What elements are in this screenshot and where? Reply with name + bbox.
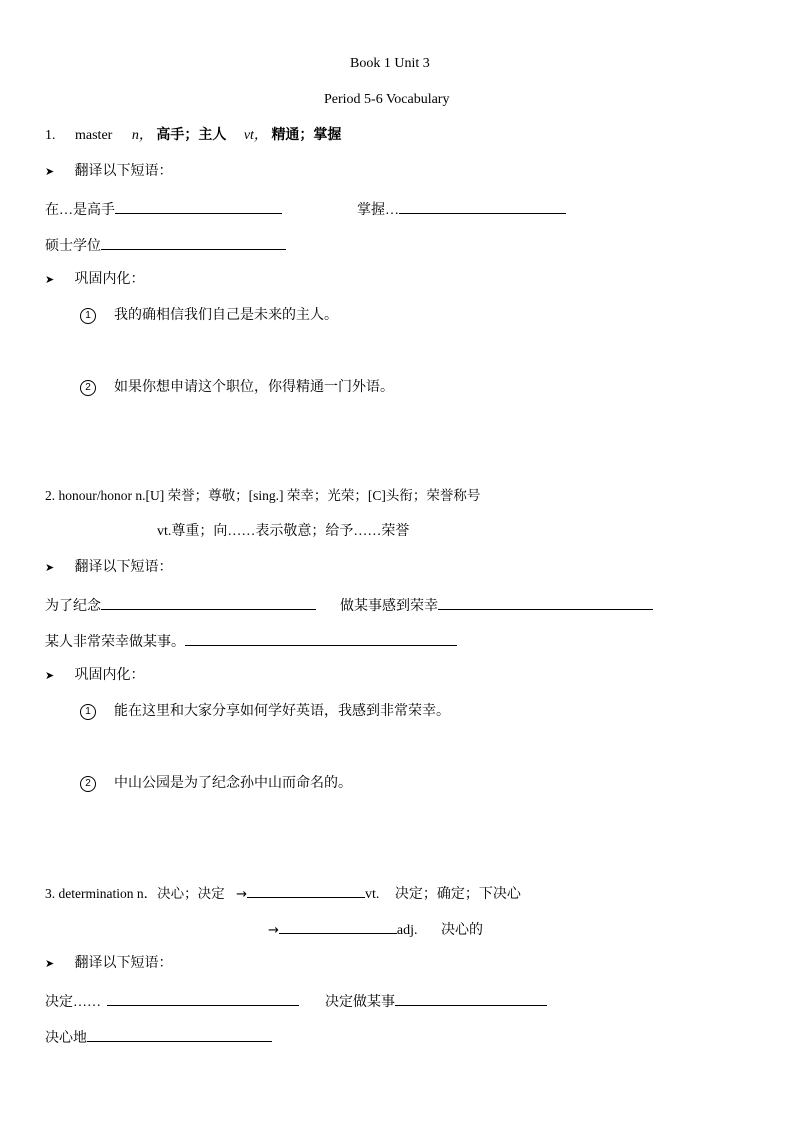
item2-phrase-a: [45, 595, 316, 616]
item3-translate-heading: [45, 955, 173, 973]
circled-number-icon: 2: [80, 380, 96, 396]
right-arrowhead-icon: ➤: [45, 273, 55, 286]
item2-consolidate-heading: [45, 667, 145, 685]
item1-phrase-b: [357, 199, 566, 220]
item2-phrase-c-label: 某人非常荣幸做某事。: [45, 635, 185, 650]
item2-sentence-1-text: 能在这里和大家分享如何学好英语，我感到非常荣幸。: [114, 704, 450, 719]
item1-phrase-a: [45, 199, 282, 220]
item3-arrow-2: →: [268, 923, 279, 938]
item1-consolidate-label: 巩固内化：: [74, 272, 145, 287]
item1-sentence-2-text: 如果你想申请这个职位，你得精通一门外语。: [114, 380, 394, 395]
right-arrowhead-icon: ➤: [45, 669, 55, 682]
answer-blank[interactable]: [101, 595, 316, 610]
item1-translate-heading: [45, 163, 173, 181]
item1-number: 1.: [45, 128, 56, 143]
item2-sentence-1: [80, 703, 450, 721]
item1-sentence-2: [80, 379, 394, 397]
item1-pos-n: n，: [131, 128, 153, 143]
item2-entry-line1: 2. honour/honor n.[U] 荣誉；尊敬；[sing.] 荣幸；光荣；[C]头衔；荣誉称号: [45, 488, 481, 503]
item3-head: 3. determination n．决心；决定: [45, 886, 225, 901]
item3-arrow-1: →: [236, 887, 248, 902]
item3-phrase-a: [45, 991, 299, 1012]
right-arrowhead-icon: ➤: [45, 561, 55, 574]
item2-sentence-2-text: 中山公园是为了纪念孙中山而命名的。: [114, 776, 352, 791]
item2-phrase-c: [45, 631, 457, 652]
item1-phrase-c: [45, 235, 286, 256]
answer-blank[interactable]: [107, 991, 299, 1006]
item2-phrase-a-label: 为了纪念: [45, 599, 101, 614]
item1-phrase-c-label: 硕士学位: [45, 239, 101, 254]
page-subtitle: Period 5-6 Vocabulary: [324, 92, 450, 107]
circled-number-icon: 1: [80, 308, 96, 324]
item3-vt-def: 决定；确定；下决心: [394, 887, 521, 902]
item1-phrase-b-label: 掌握…: [357, 203, 399, 218]
answer-blank[interactable]: [399, 199, 566, 214]
item1-translate-label: 翻译以下短语：: [74, 164, 173, 179]
item1-pos-vt: vt，: [243, 128, 268, 143]
item3-adj-label: adj.: [396, 923, 418, 938]
right-arrowhead-icon: ➤: [45, 165, 55, 178]
circled-number-icon: 1: [80, 704, 96, 720]
item3-phrase-c-label: 决心地: [45, 1031, 87, 1046]
item2-translate-heading: [45, 559, 173, 577]
item3-phrase-b: [325, 991, 547, 1012]
item3-phrase-c: [45, 1027, 272, 1048]
item3-translate-label: 翻译以下短语：: [74, 956, 173, 971]
answer-blank[interactable]: [115, 199, 282, 214]
answer-blank[interactable]: [185, 631, 457, 646]
item3-phrase-a-label: 决定……: [45, 995, 101, 1010]
item1-def-vt: 精通；掌握: [271, 128, 342, 143]
item2-phrase-b: [340, 595, 653, 616]
item1-sentence-1-text: 我的确相信我们自己是未来的主人。: [114, 308, 338, 323]
answer-blank[interactable]: [279, 919, 397, 934]
answer-blank[interactable]: [87, 1027, 272, 1042]
item3-vt-label: vt.: [365, 887, 380, 902]
item2-consolidate-label: 巩固内化：: [74, 668, 145, 683]
item1-sentence-1: [80, 307, 338, 325]
item3-entry-line2: [268, 919, 483, 940]
answer-blank[interactable]: [101, 235, 286, 250]
item1-phrase-a-label: 在…是高手: [45, 203, 115, 218]
right-arrowhead-icon: ➤: [45, 957, 55, 970]
item1-entry: [45, 127, 341, 145]
item3-entry-line1: [45, 883, 521, 904]
circled-number-icon: 2: [80, 776, 96, 792]
page-title: Book 1 Unit 3: [350, 56, 430, 71]
item2-phrase-b-label: 做某事感到荣幸: [340, 599, 438, 614]
item2-sentence-2: [80, 775, 352, 793]
item2-entry-line2: vt.尊重；向……表示敬意；给予……荣誉: [157, 524, 410, 539]
answer-blank[interactable]: [247, 883, 365, 898]
item3-phrase-b-label: 决定做某事: [325, 995, 395, 1010]
answer-blank[interactable]: [395, 991, 547, 1006]
item1-consolidate-heading: [45, 271, 145, 289]
item2-translate-label: 翻译以下短语：: [74, 560, 173, 575]
item1-def-n: 高手；主人: [156, 128, 227, 143]
item3-adj-def: 决心的: [441, 923, 484, 938]
answer-blank[interactable]: [438, 595, 653, 610]
item1-word: master: [75, 128, 113, 143]
